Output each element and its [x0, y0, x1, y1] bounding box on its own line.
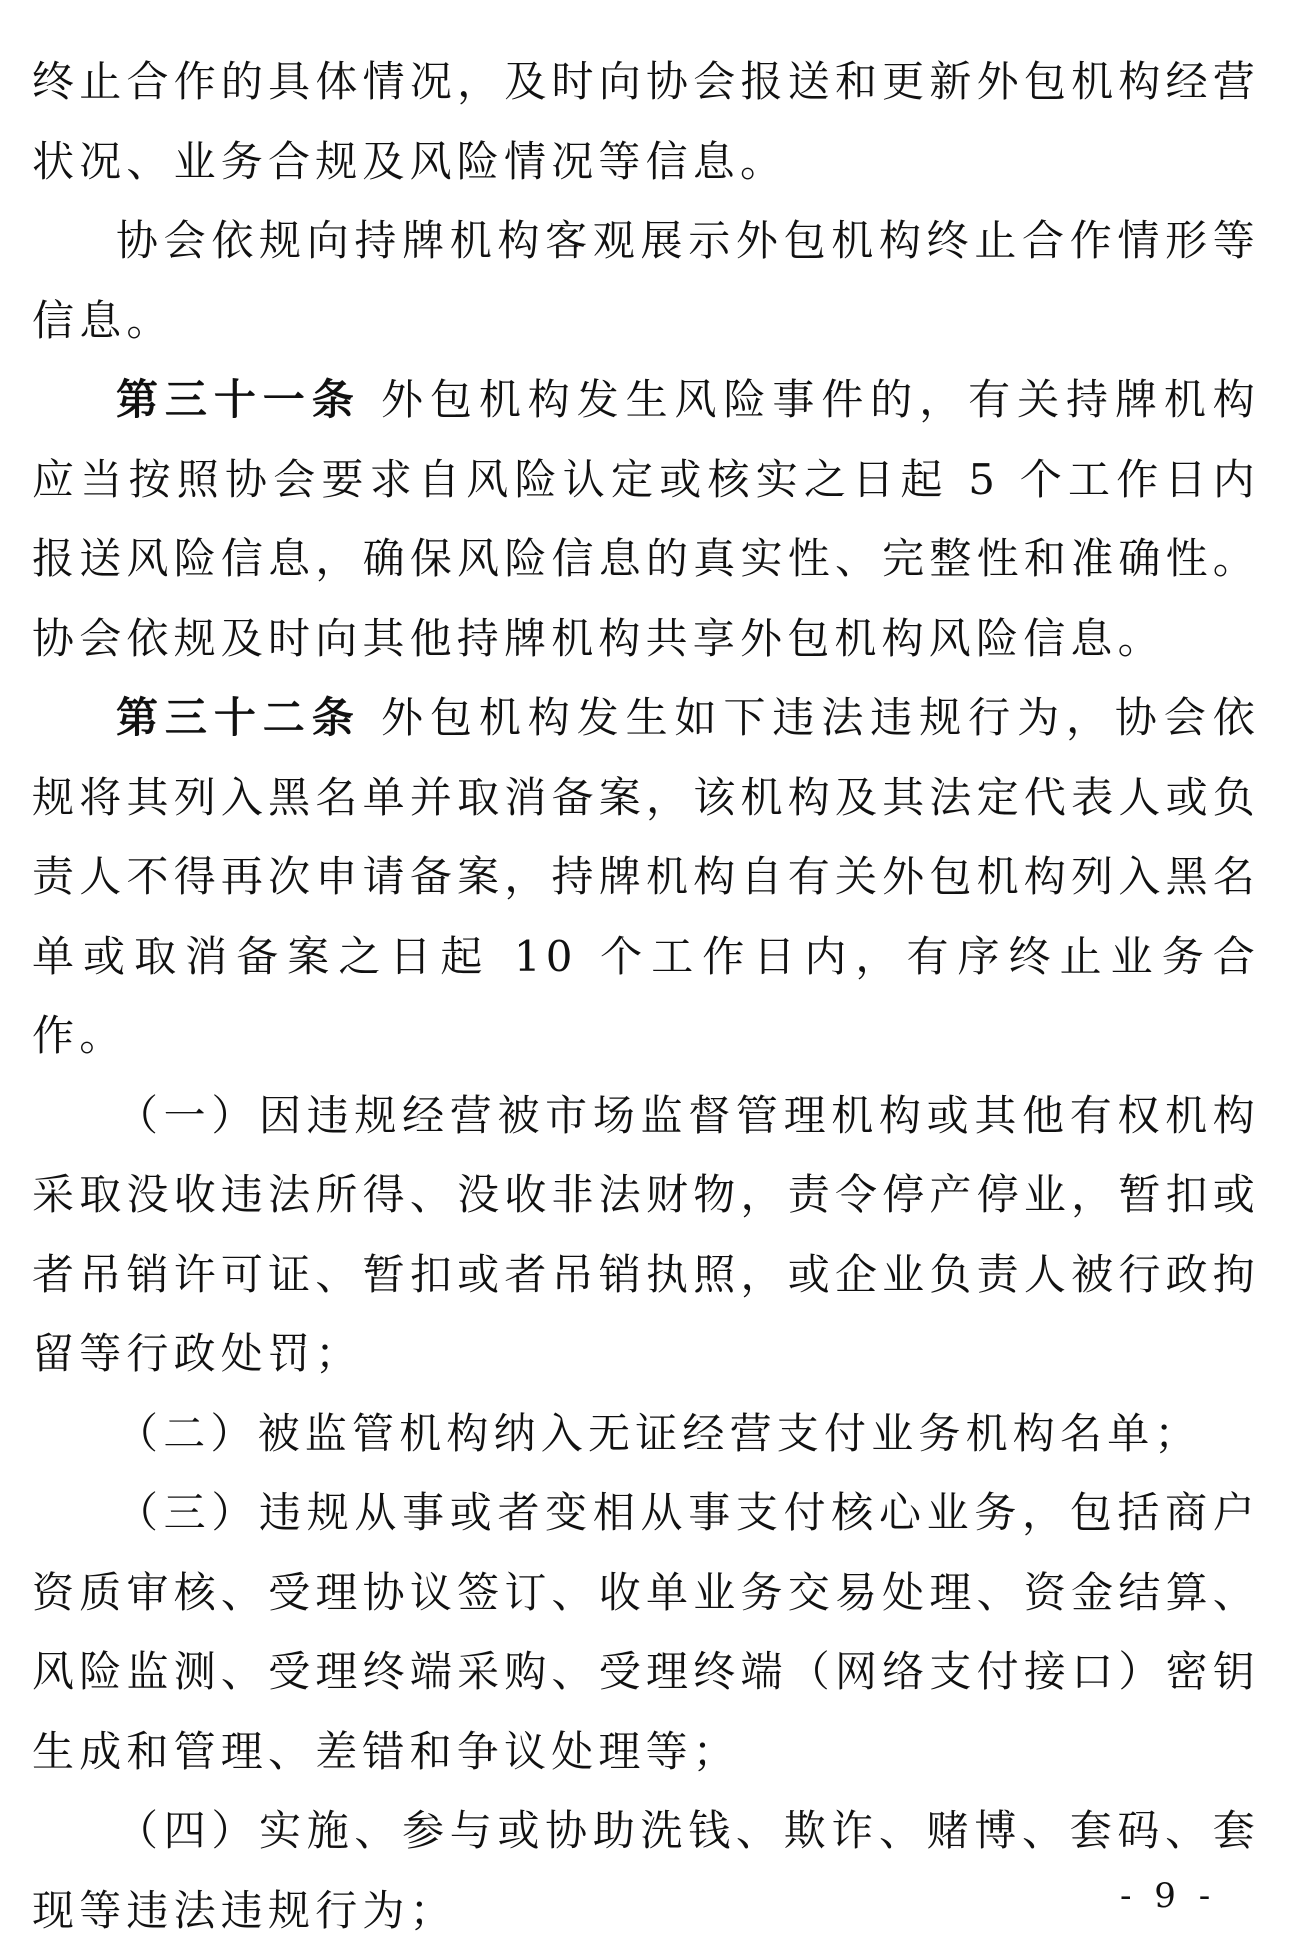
article-32-body: 外包机构发生如下违法违规行为，协会依规将其列入黑名单并取消备案，该机构及其法定代表人或负责人不得再次申请备案，持牌机构自有关外包机构列入黑名单或取消备案之日起 10 个工作日内，有序终止业务合作。	[32, 693, 1260, 1060]
clause-2: （二）被监管机构纳入无证经营支付业务机构名单；	[116, 1408, 1202, 1458]
article-31	[32, 360, 1260, 678]
article-32	[32, 678, 1260, 1076]
clause-3: （三）违规从事或者变相从事支付核心业务，包括商户资质审核、受理协议签订、收单业务交易处理、资金结算、风险监测、受理终端采购、受理终端（网络支付接口）密钥生成和管理、差错和争议处理等；	[32, 1488, 1260, 1776]
page-number: - 9 -	[1120, 1876, 1217, 1916]
clause-4: （四）实施、参与或协助洗钱、欺诈、赌博、套码、套现等违法违规行为；	[32, 1806, 1260, 1935]
paragraph-display-info: 协会依规向持牌机构客观展示外包机构终止合作情形等信息。	[32, 216, 1260, 345]
article-31-heading: 第三十一条	[116, 375, 361, 424]
article-31-body: 外包机构发生风险事件的，有关持牌机构应当按照协会要求自风险认定或核实之日起 5 个工作日内报送风险信息，确保风险信息的真实性、完整性和准确性。协会依规及时向其他持牌机构共享外包机构风险信息。	[32, 375, 1260, 663]
document-page	[32, 42, 1260, 1950]
clause-1: （一）因违规经营被市场监督管理机构或其他有权机构采取没收违法所得、没收非法财物，责令停产停业，暂扣或者吊销许可证、暂扣或者吊销执照，或企业负责人被行政拘留等行政处罚；	[32, 1090, 1260, 1378]
article-32-heading: 第三十二条	[116, 693, 361, 742]
paragraph-continuation: 终止合作的具体情况，及时向协会报送和更新外包机构经营状况、业务合规及风险情况等信息。	[32, 57, 1260, 186]
